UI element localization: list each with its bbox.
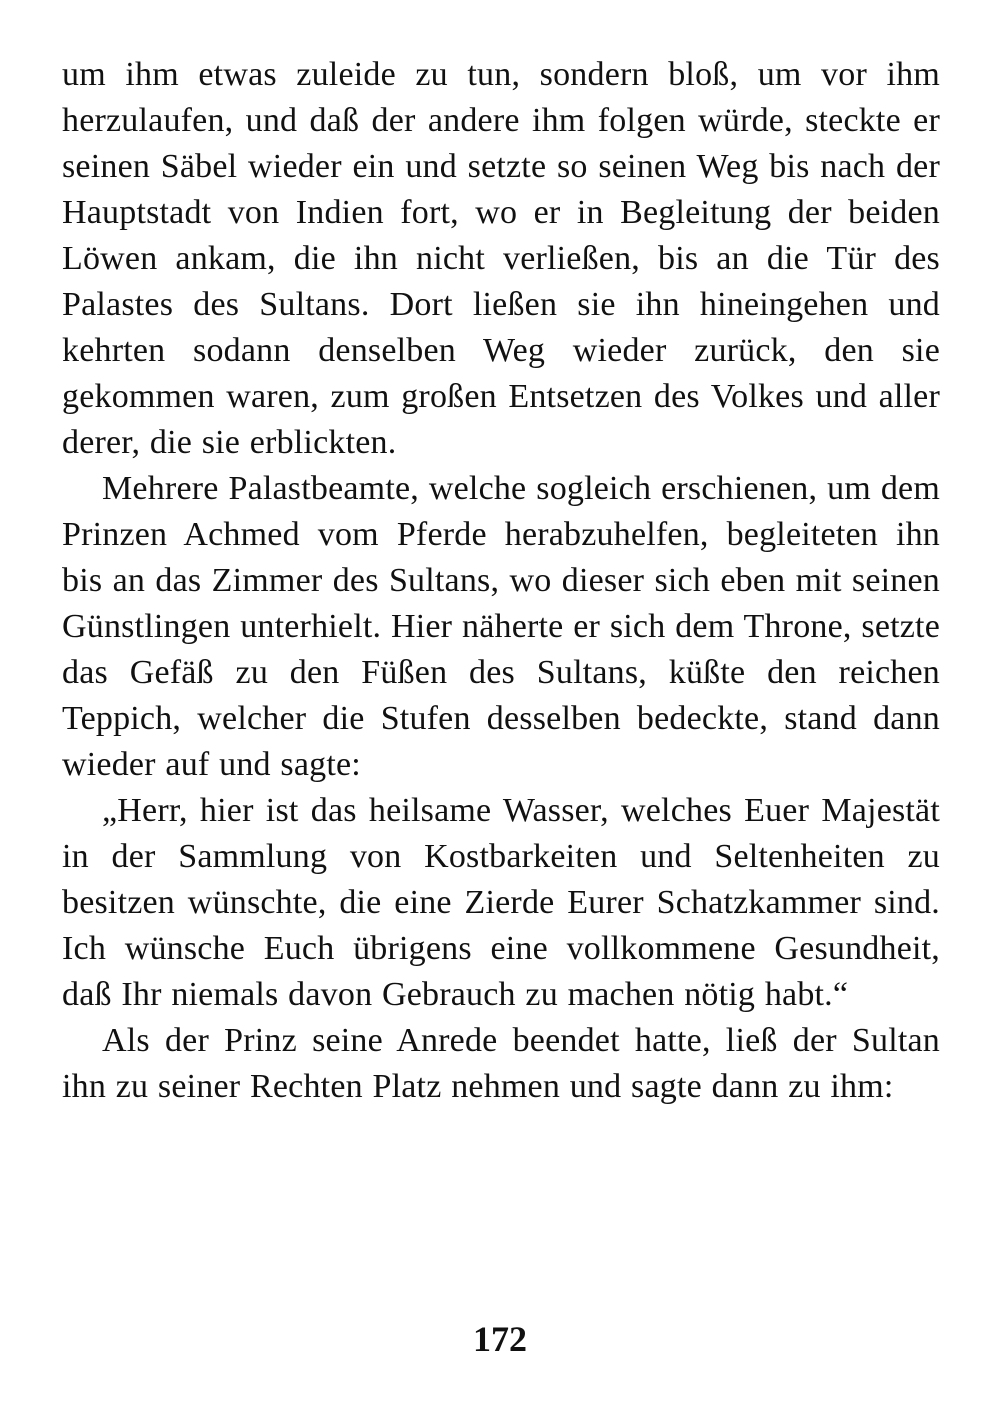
paragraph-continued: um ihm etwas zuleide zu tun, sondern bloß, um vor ihm herzulaufen, und daß der andere ihm folgen würde, steckte er seinen Säbel wieder ein und setzte so seinen Weg bis nach der Hauptstadt von Indien fort, wo er in Begleitung der beiden Löwen ankam, die ihn nicht verließen, bis an die Tür des Palastes des Sultans. Dort ließen sie ihn hineingehen und kehrten sodann denselben Weg wieder zurück, den sie gekommen waren, zum großen Entsetzen des Volkes und aller derer, die sie erblickten. (62, 56, 940, 461)
paragraph-prince-speech: „Herr, hier ist das heilsame Wasser, welches Euer Majestät in der Sammlung von Kostbarkeiten und Seltenheiten zu besitzen wünschte, die eine Zierde Eurer Schatzkammer sind. Ich wünsche Euch übrigens eine vollkommene Gesundheit, daß Ihr niemals davon Gebrauch zu machen nötig habt.“ (62, 792, 940, 1013)
paragraph-palace-officials: Mehrere Palastbeamte, welche sogleich erschienen, um dem Prinzen Achmed vom Pferde herabzuhelfen, begleiteten ihn bis an das Zimmer des Sultans, wo dieser sich eben mit seinen Günstlingen unterhielt. Hier näherte er sich dem Throne, setzte das Gefäß zu den Füßen des Sultans, küßte den reichen Teppich, welcher die Stufen desselben bedeckte, stand dann wieder auf und sagte: (62, 470, 940, 783)
page-number: 172 (473, 1319, 527, 1359)
paragraph-sultan-reply: Als der Prinz seine Anrede beendet hatte, ließ der Sultan ihn zu seiner Rechten Platz nehmen und sagte dann zu ihm: (62, 1022, 940, 1105)
page-body (62, 52, 940, 1110)
